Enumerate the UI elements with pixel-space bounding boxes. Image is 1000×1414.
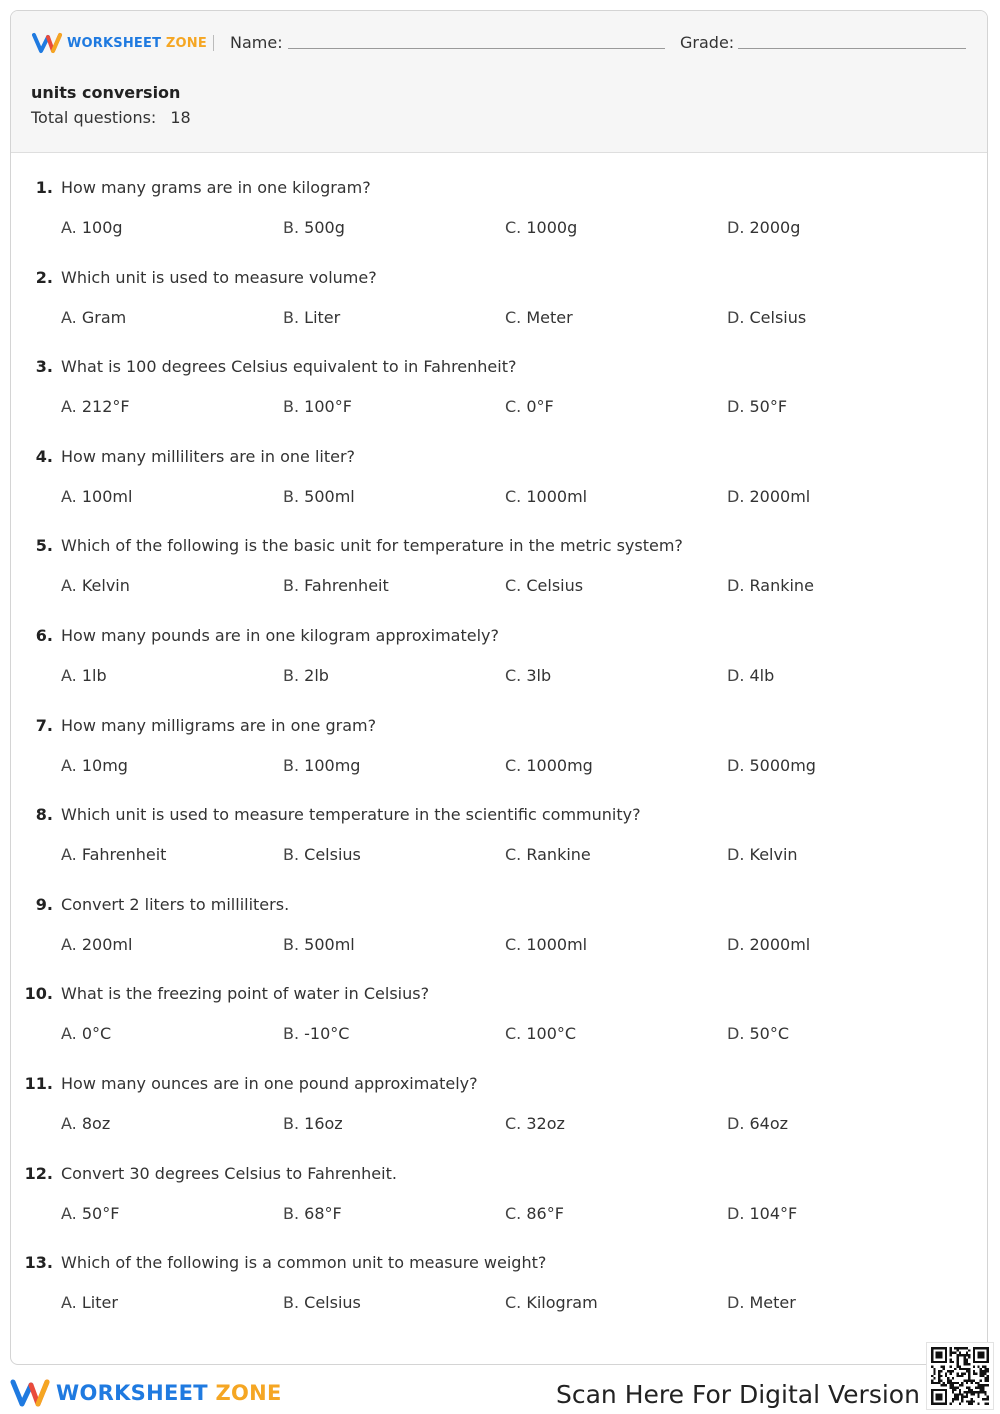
option-letter: B. — [283, 218, 300, 237]
footer-logo-word-worksheet: WORKSHEET — [56, 1381, 208, 1405]
answer-option[interactable] — [727, 218, 800, 237]
option-letter: B. — [283, 1293, 300, 1312]
answer-option[interactable] — [505, 1114, 565, 1133]
option-letter: A. — [61, 397, 77, 416]
answer-option[interactable] — [61, 308, 126, 327]
footer-logo-word-zone: ZONE — [215, 1381, 282, 1405]
option-letter: C. — [505, 845, 522, 864]
option-letter: C. — [505, 1024, 522, 1043]
option-text: 32oz — [526, 1114, 565, 1133]
option-letter: C. — [505, 756, 522, 775]
option-text: 104°F — [749, 1204, 798, 1223]
option-text: 500ml — [304, 935, 355, 954]
option-text: 2000g — [749, 218, 801, 237]
option-letter: B. — [283, 845, 300, 864]
answer-option[interactable] — [505, 308, 573, 327]
answer-option[interactable] — [727, 397, 787, 416]
worksheet-zone-logo-icon — [32, 32, 63, 54]
total-questions-count: 18 — [170, 108, 191, 127]
answer-option[interactable] — [283, 1114, 343, 1133]
answer-option[interactable] — [727, 1024, 789, 1043]
option-text: Liter — [304, 308, 341, 327]
option-letter: A. — [61, 576, 77, 595]
answer-option[interactable] — [727, 576, 814, 595]
question-number: 13. — [24, 1253, 53, 1272]
option-text: Rankine — [749, 576, 814, 595]
question-number: 7. — [35, 716, 53, 735]
option-text: Celsius — [304, 1293, 361, 1312]
worksheet-title: units conversion — [31, 83, 181, 102]
option-text: Fahrenheit — [81, 845, 167, 864]
question-number: 11. — [24, 1074, 53, 1093]
question-item — [11, 1074, 988, 1154]
question-item — [11, 536, 988, 616]
answer-option[interactable] — [727, 1293, 796, 1312]
answer-option[interactable] — [61, 756, 128, 775]
option-letter: A. — [61, 845, 77, 864]
question-text: Which unit is used to measure temperature in the scientific community? — [61, 805, 641, 824]
total-questions — [31, 108, 191, 127]
option-letter: C. — [505, 308, 522, 327]
option-text: 3lb — [526, 666, 552, 685]
answer-option[interactable] — [61, 1293, 118, 1312]
question-item — [11, 268, 988, 348]
qr-code-graphic — [931, 1347, 989, 1405]
option-text: 86°F — [526, 1204, 564, 1223]
option-text: Meter — [749, 1293, 796, 1312]
answer-option[interactable] — [505, 1204, 564, 1223]
answer-option[interactable] — [283, 487, 355, 506]
answer-option[interactable] — [505, 397, 554, 416]
option-letter: D. — [727, 1024, 745, 1043]
question-text: Which unit is used to measure volume? — [61, 268, 377, 287]
option-letter: A. — [61, 1024, 77, 1043]
question-item — [11, 447, 988, 527]
answer-option[interactable] — [283, 576, 389, 595]
question-item — [11, 984, 988, 1064]
question-text: Convert 2 liters to milliliters. — [61, 895, 290, 914]
answer-option[interactable] — [61, 218, 123, 237]
option-text: 50°F — [749, 397, 788, 416]
option-letter: D. — [727, 756, 745, 775]
option-letter: D. — [727, 1204, 745, 1223]
worksheet-header — [11, 11, 987, 153]
name-label: Name: — [230, 33, 283, 52]
option-text: 100°C — [526, 1024, 577, 1043]
answer-option[interactable] — [61, 487, 132, 506]
question-item — [11, 178, 988, 258]
question-text: Convert 30 degrees Celsius to Fahrenheit. — [61, 1164, 397, 1183]
answer-option[interactable] — [283, 1204, 342, 1223]
question-number: 3. — [35, 357, 53, 376]
question-number: 8. — [35, 805, 53, 824]
option-letter: B. — [283, 1114, 300, 1133]
answer-option[interactable] — [283, 218, 345, 237]
footer-logo[interactable] — [10, 1377, 282, 1409]
answer-option[interactable] — [505, 1024, 576, 1043]
option-letter: C. — [505, 218, 522, 237]
name-field[interactable] — [288, 48, 665, 49]
question-number: 4. — [35, 447, 53, 466]
option-letter: D. — [727, 935, 745, 954]
answer-option[interactable] — [505, 666, 551, 685]
answer-option[interactable] — [505, 218, 577, 237]
answer-option[interactable] — [61, 1204, 119, 1223]
option-letter: C. — [505, 397, 522, 416]
answer-option[interactable] — [283, 397, 352, 416]
option-letter: C. — [505, 666, 522, 685]
answer-option[interactable] — [61, 935, 132, 954]
logo-word-zone: ZONE — [165, 35, 207, 51]
option-text: 1000g — [526, 218, 578, 237]
option-text: 212°F — [81, 397, 130, 416]
option-text: 1000mg — [526, 756, 593, 775]
footer-logo-wordmark — [56, 1381, 282, 1405]
option-text: 0°C — [81, 1024, 112, 1043]
option-text: 0°F — [526, 397, 554, 416]
worksheet-card — [10, 10, 988, 1365]
option-letter: B. — [283, 935, 300, 954]
question-number: 5. — [35, 536, 53, 555]
question-item — [11, 626, 988, 706]
answer-option[interactable] — [283, 666, 329, 685]
answer-option[interactable] — [283, 308, 340, 327]
option-letter: C. — [505, 935, 522, 954]
question-number: 1. — [35, 178, 53, 197]
option-text: 1000ml — [526, 935, 588, 954]
option-text: 68°F — [304, 1204, 342, 1223]
option-text: Celsius — [304, 845, 361, 864]
answer-option[interactable] — [283, 756, 360, 775]
grade-label: Grade: — [680, 33, 735, 52]
answer-option[interactable] — [727, 666, 774, 685]
option-text: 10mg — [81, 756, 128, 775]
option-text: Fahrenheit — [304, 576, 389, 595]
answer-option[interactable] — [61, 576, 130, 595]
answer-option[interactable] — [283, 1293, 361, 1312]
answer-option[interactable] — [61, 397, 130, 416]
option-letter: C. — [505, 1204, 522, 1223]
option-letter: D. — [727, 1293, 745, 1312]
option-letter: A. — [61, 218, 77, 237]
answer-option[interactable] — [727, 1114, 788, 1133]
answer-option[interactable] — [283, 845, 361, 864]
answer-option[interactable] — [505, 576, 583, 595]
answer-option[interactable] — [283, 1024, 349, 1043]
answer-option[interactable] — [727, 756, 816, 775]
option-letter: A. — [61, 935, 77, 954]
option-letter: B. — [283, 1024, 300, 1043]
option-text: 64oz — [749, 1114, 789, 1133]
option-letter: B. — [283, 397, 300, 416]
question-number: 2. — [35, 268, 53, 287]
answer-option[interactable] — [505, 845, 591, 864]
answer-option[interactable] — [505, 487, 587, 506]
option-text: 50°C — [749, 1024, 790, 1043]
option-letter: C. — [505, 487, 522, 506]
option-letter: A. — [61, 666, 77, 685]
option-letter: C. — [505, 1114, 522, 1133]
option-text: 100mg — [304, 756, 361, 775]
question-text: What is 100 degrees Celsius equivalent to in Fahrenheit? — [61, 357, 517, 376]
option-text: Kelvin — [749, 845, 798, 864]
answer-option[interactable] — [61, 666, 107, 685]
option-letter: A. — [61, 1293, 77, 1312]
question-text: What is the freezing point of water in Celsius? — [61, 984, 430, 1003]
option-text: 2000ml — [749, 487, 811, 506]
question-item — [11, 716, 988, 796]
answer-option[interactable] — [727, 308, 806, 327]
question-number: 10. — [24, 984, 53, 1003]
option-letter: B. — [283, 666, 300, 685]
grade-field[interactable] — [738, 48, 966, 49]
answer-option[interactable] — [61, 1024, 111, 1043]
option-letter: D. — [727, 845, 745, 864]
question-text: How many milligrams are in one gram? — [61, 716, 377, 735]
answer-option[interactable] — [727, 487, 810, 506]
total-questions-label: Total questions: — [31, 108, 157, 127]
option-text: 100ml — [81, 487, 133, 506]
option-text: 100g — [81, 218, 123, 237]
option-letter: B. — [283, 487, 300, 506]
option-letter: A. — [61, 1204, 77, 1223]
option-letter: D. — [727, 1114, 745, 1133]
option-text: 1lb — [81, 666, 107, 685]
question-text: Which of the following is the basic unit for temperature in the metric system? — [61, 536, 683, 555]
question-number: 6. — [35, 626, 53, 645]
option-letter: D. — [727, 576, 745, 595]
worksheet-zone-logo-icon — [10, 1378, 51, 1408]
answer-option[interactable] — [727, 1204, 797, 1223]
option-text: 4lb — [749, 666, 775, 685]
question-text: How many grams are in one kilogram? — [61, 178, 371, 197]
option-letter: B. — [283, 756, 300, 775]
header-divider — [213, 35, 214, 51]
option-text: 500g — [304, 218, 345, 237]
option-text: 200ml — [81, 935, 133, 954]
qr-code-icon[interactable] — [926, 1342, 994, 1410]
question-number: 9. — [35, 895, 53, 914]
option-letter: A. — [61, 308, 77, 327]
option-letter: D. — [727, 308, 745, 327]
logo-wordmark — [67, 36, 207, 51]
option-text: Kelvin — [81, 576, 130, 595]
option-text: Rankine — [526, 845, 591, 864]
option-text: 1000ml — [526, 487, 588, 506]
option-letter: D. — [727, 397, 745, 416]
option-letter: C. — [505, 576, 522, 595]
option-text: Gram — [81, 308, 127, 327]
answer-option[interactable] — [283, 935, 355, 954]
option-text: 2lb — [304, 666, 329, 685]
option-letter: B. — [283, 1204, 300, 1223]
option-text: 2000ml — [749, 935, 811, 954]
option-text: 500ml — [304, 487, 355, 506]
option-text: 16oz — [304, 1114, 343, 1133]
option-text: Liter — [81, 1293, 118, 1312]
option-letter: D. — [727, 666, 745, 685]
option-text: Kilogram — [526, 1293, 598, 1312]
option-text: Celsius — [526, 576, 584, 595]
option-text: 8oz — [81, 1114, 111, 1133]
question-number: 12. — [24, 1164, 53, 1183]
option-text: Meter — [526, 308, 573, 327]
worksheet-zone-logo[interactable] — [32, 32, 207, 54]
option-text: -10°C — [304, 1024, 350, 1043]
question-item — [11, 805, 988, 885]
option-text: 5000mg — [749, 756, 816, 775]
answer-option[interactable] — [61, 1114, 110, 1133]
option-letter: C. — [505, 1293, 522, 1312]
question-item — [11, 357, 988, 437]
option-letter: B. — [283, 576, 300, 595]
logo-word-worksheet: WORKSHEET — [67, 35, 162, 51]
question-item — [11, 895, 988, 975]
answer-option[interactable] — [61, 845, 166, 864]
answer-option[interactable] — [727, 845, 798, 864]
option-text: Celsius — [749, 308, 807, 327]
option-letter: D. — [727, 487, 745, 506]
scan-digital-version-text: Scan Here For Digital Version — [556, 1380, 920, 1409]
question-text: How many milliliters are in one liter? — [61, 447, 356, 466]
answer-option[interactable] — [505, 935, 587, 954]
option-letter: A. — [61, 1114, 77, 1133]
answer-option[interactable] — [505, 1293, 598, 1312]
answer-option[interactable] — [505, 756, 593, 775]
option-letter: A. — [61, 487, 77, 506]
option-letter: A. — [61, 756, 77, 775]
question-text: How many pounds are in one kilogram approximately? — [61, 626, 499, 645]
option-text: 100°F — [304, 397, 352, 416]
option-letter: D. — [727, 218, 745, 237]
option-letter: B. — [283, 308, 300, 327]
option-text: 50°F — [81, 1204, 120, 1223]
question-item — [11, 1164, 988, 1244]
question-item — [11, 1253, 988, 1333]
question-text: How many ounces are in one pound approximately? — [61, 1074, 478, 1093]
question-text: Which of the following is a common unit to measure weight? — [61, 1253, 547, 1272]
answer-option[interactable] — [727, 935, 810, 954]
